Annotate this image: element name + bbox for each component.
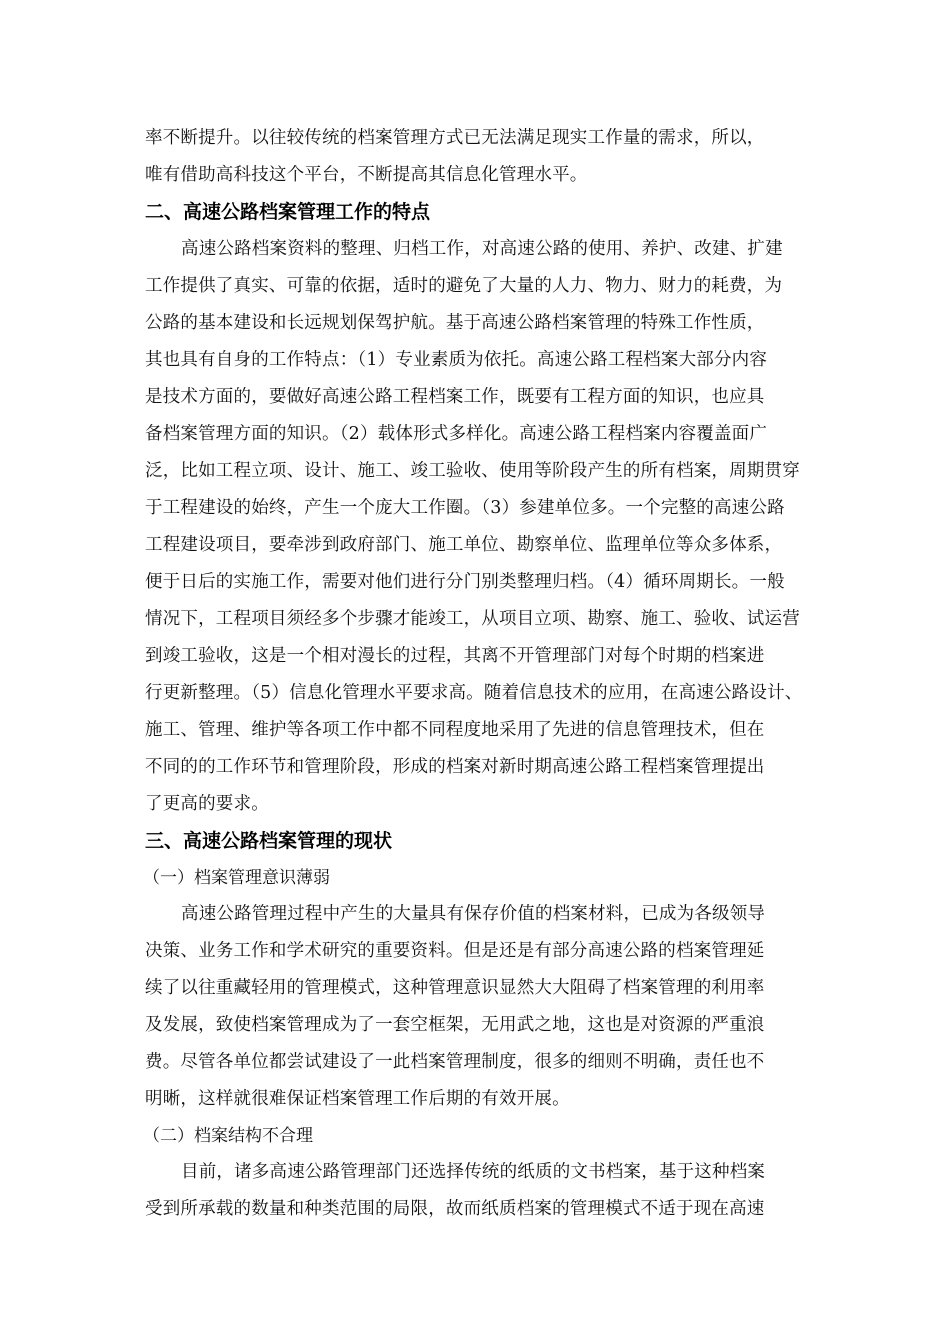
section-heading: 二、高速公路档案管理工作的特点 [145,201,431,223]
subsection-heading: （二）档案结构不合理 [143,1126,313,1146]
document-page [145,120,810,1228]
subsection-heading: （一）档案管理意识薄弱 [143,868,330,888]
paragraph-line: 了更高的要求。 [145,794,269,814]
paragraph-line: 泛，比如工程立项、设计、施工、竣工验收、使用等阶段产生的所有档案，周期贯穿 [145,461,800,481]
section-heading: 三、高速公路档案管理的现状 [145,830,393,852]
paragraph-line: 行更新整理。（5）信息化管理水平要求高。随着信息技术的应用，在高速公路设计、 [145,683,803,703]
paragraph-line: 工程建设项目，要牵涉到政府部门、施工单位、勘察单位、监理单位等众多体系， [145,535,783,555]
paragraph-line: 情况下，工程项目须经多个步骤才能竣工，从项目立项、勘察、施工、验收、试运营 [145,609,800,629]
paragraph-line: 便于日后的实施工作，需要对他们进行分门别类整理归档。（4）循环周期长。一般 [145,572,785,592]
paragraph-line: 工作提供了真实、可靠的依据，适时的避免了大量的人力、物力、财力的耗费，为 [145,276,783,296]
paragraph-line: 其也具有自身的工作特点：（1）专业素质为依托。高速公路工程档案大部分内容 [145,350,768,370]
paragraph-line: 是技术方面的，要做好高速公路工程档案工作，既要有工程方面的知识，也应具 [145,387,765,407]
paragraph-line: 受到所承载的数量和种类范围的局限，故而纸质档案的管理模式不适于现在高速 [145,1199,765,1219]
paragraph-line: 率不断提升。以往较传统的档案管理方式已无法满足现实工作量的需求，所以， [145,128,765,148]
paragraph-line: 续了以往重藏轻用的管理模式，这种管理意识显然大大阻碍了档案管理的利用率 [145,978,765,998]
paragraph-line: 不同的的工作环节和管理阶段，形成的档案对新时期高速公路工程档案管理提出 [145,757,765,777]
paragraph-line: 目前，诸多高速公路管理部门还选择传统的纸质的文书档案，基于这种档案 [181,1162,766,1182]
paragraph-line: 高速公路档案资料的整理、归档工作，对高速公路的使用、养护、改建、扩建 [181,239,783,259]
paragraph-line: 唯有借助高科技这个平台，不断提高其信息化管理水平。 [145,165,588,185]
paragraph-line: 于工程建设的始终，产生一个庞大工作圈。（3）参建单位多。一个完整的高速公路 [145,498,785,518]
paragraph-line: 费。尽管各单位都尝试建设了一此档案管理制度，很多的细则不明确，责任也不 [145,1052,765,1072]
paragraph-line: 备档案管理方面的知识。（2）载体形式多样化。高速公路工程档案内容覆盖面广 [145,424,768,444]
paragraph-line: 到竣工验收，这是一个相对漫长的过程，其离不开管理部门对每个时期的档案进 [145,646,765,666]
paragraph-line: 决策、业务工作和学术研究的重要资料。但是还是有部分高速公路的档案管理延 [145,941,765,961]
paragraph-line: 及发展，致使档案管理成为了一套空框架，无用武之地，这也是对资源的严重浪 [145,1015,765,1035]
paragraph-line: 公路的基本建设和长远规划保驾护航。基于高速公路档案管理的特殊工作性质， [145,313,765,333]
paragraph-line: 高速公路管理过程中产生的大量具有保存价值的档案材料，已成为各级领导 [181,904,766,924]
paragraph-line: 明晰，这样就很难保证档案管理工作后期的有效开展。 [145,1089,570,1109]
paragraph-line: 施工、管理、维护等各项工作中都不同程度地采用了先进的信息管理技术，但在 [145,720,765,740]
